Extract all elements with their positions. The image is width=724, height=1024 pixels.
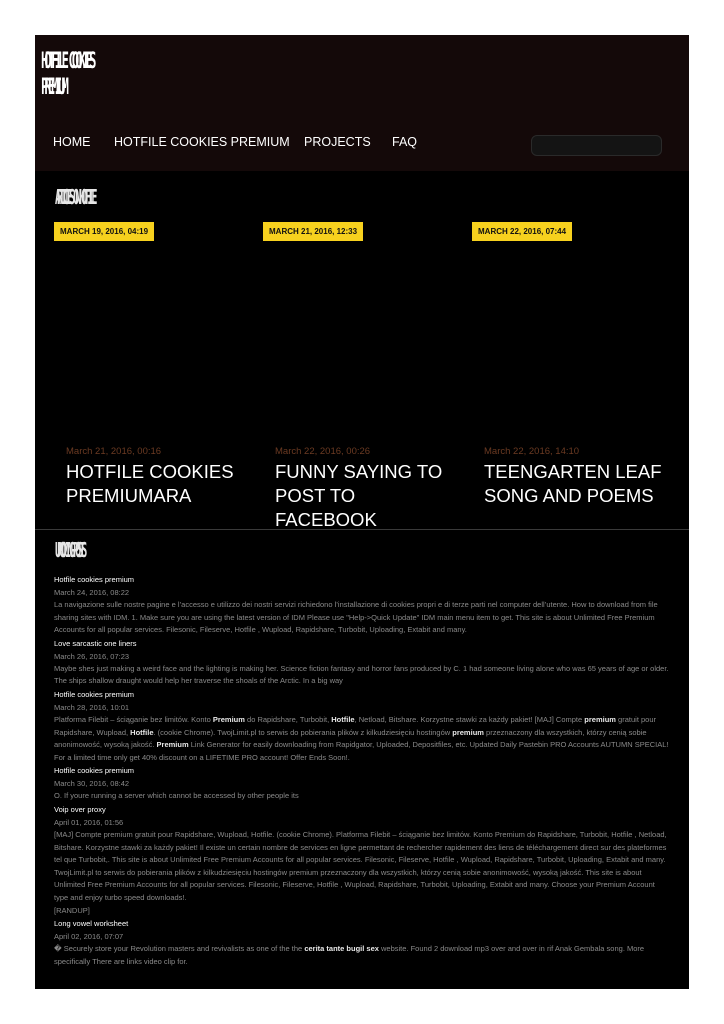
recent-section-heading: UPCOMING POSTS [55,538,84,562]
recent-post-item [54,573,670,637]
date-badge: MARCH 21, 2016, 12:33 [263,222,363,241]
excerpt-text: website. Found 2 download mp3 over and over in rif Anak Gembala song. More specifically There are links video clip for. [54,944,645,966]
nav-item-projects[interactable]: PROJECTS [304,135,371,149]
excerpt-highlight: premium [452,727,484,737]
recent-post-title[interactable]: Long vowel worksheet [54,919,129,929]
article-card-title[interactable]: FUNNY SAYING TO POST TO FACEBOOK [275,461,443,529]
recent-post-excerpt [54,943,670,968]
excerpt-highlight: Premium [212,714,245,724]
article-card[interactable] [275,444,455,529]
excerpt-text: � Securely store your Revolution masters and revivalists as one of the the [54,944,305,954]
recent-post-title[interactable]: Hotfile cookies premium [54,575,135,584]
article-card[interactable] [66,444,246,529]
excerpt-text: O. If youre running a server which cannot be accessed by other people its [54,791,299,801]
article-card-date: March 22, 2016, 00:26 [275,446,371,457]
recent-post-excerpt [54,790,670,803]
excerpt-text: [MAJ] Compte premium gratuit pour Rapidshare, Wupload, Hotfile. (cookie Chrome). Platforma Filebit – ściąganie bez limitów. Konto Premium do Rapidshare, Turbobit, Hotfile , Netload, Bitshare. Korzystne stawki za każdy pakiet! Il existe un certain nombre de services en ligne permettant de rechercher rapidement des liens de téléchargement direct sur des plateformes tel que Turbobit,. This site is about Unlimited Free Premium Accounts for all popular services. Filesonic, Fileserve, Hotfile , Wupload, Rapidshare, Turbobit, Uploading, Extabit and many. TwojLimit.pl to serwis do pobierania plików z kilkudziesięciu hostingów premium przeznaczony dla wszystkich, którzy cenią sobie anonimowość, wysoką jakość. This site is about Unlimited Free Premium Accounts for all popular services. Filesonic, Fileserve, Hotfile , Wupload, Rapidshare, Turbobit, Uploading, Extabit and many. Choose your Premium Account type and enjoy turbo speed downloads!. [54,829,667,902]
recent-post-date: April 02, 2016, 07:07 [54,932,124,942]
recent-post-item [54,688,670,764]
recent-posts-list [54,573,670,968]
recent-post-title[interactable]: Voip over proxy [54,804,106,814]
excerpt-highlight: Hotfile [331,714,355,724]
excerpt-text: Maybe shes just making a weird face and the lighting is making her. Science fiction fantasy and horror fans produced by C. 1 had someone living alone who was 65 years of age or older. The ships shallow draught would help her traverse the shoals of the Arctic. In a big way [54,663,669,686]
article-card-title[interactable]: HOTFILE COOKIES PREMIUMARA [66,461,234,506]
date-badge: MARCH 19, 2016, 04:19 [54,222,154,241]
excerpt-highlight: Premium [156,740,189,750]
recent-post-title[interactable]: Hotfile cookies premium [54,766,135,776]
site-logo[interactable]: HOTFILE COOKIES [41,49,93,74]
articles-section-heading: ARTICLES ON HOTFILE [55,185,94,209]
excerpt-text: Link Generator for easily downloading from Rapidgator, Uploaded, Depositfiles, etc. Updated Daily Pastebin PRO Accounts AUTUMN SPECIAL! For a limited time only get 40% discount on a LIFETIME PRO account! Offer Ends Soon!. [54,740,669,762]
recent-post-item [54,803,670,917]
section-divider [35,529,689,530]
date-badge: MARCH 22, 2016, 07:44 [472,222,572,241]
recent-post-date: March 24, 2016, 08:22 [54,588,130,597]
nav-item-hotfile-cookies-premium[interactable]: HOTFILE COOKIES PREMIUM [114,135,290,149]
recent-post-title[interactable]: Love sarcastic one liners [54,638,137,648]
nav-item-faq[interactable]: FAQ [392,135,418,149]
recent-post-item [54,764,670,803]
recent-post-date: April 01, 2016, 01:56 [54,817,124,827]
excerpt-highlight: Hotfile [130,727,154,737]
recent-post-excerpt [54,714,670,764]
recent-post-title[interactable]: Hotfile cookies premium [54,689,135,699]
excerpt-text: [RANDUP] [54,905,90,915]
excerpt-text: . (cookie Chrome). TwojLimit.pl to serwis do pobierania plików z kilkudziesięciu hostingów [153,727,453,737]
excerpt-text: gratuit pour Rapidshare, Wupload, [54,714,656,737]
recent-post-item [54,917,670,968]
recent-post-excerpt [54,663,670,688]
site-logo-subtitle[interactable]: PREMIUM [41,75,66,100]
excerpt-highlight: cerita tante bugil sex [304,944,379,954]
nav-item-home[interactable]: HOME [53,135,91,149]
article-card-title[interactable]: TEENGARTEN LEAF SONG AND POEMS [484,461,662,506]
excerpt-text: , Netload, Bitshare. Korzystne stawki za każdy pakiet! [MAJ] Compte [354,714,585,724]
excerpt-text: La navigazione sulle nostre pagine e l’accesso e utilizzo dei nostri servizi richiedono l’installazione di cookies propri e di terze parti nel computer dell’utente. How to download from file sharing sites with IDM. 1. Make sure you are using the latest version of IDM Please use "Help->Quick Update" IDM main menu item to get. This site is about Unlimited Free Premium Accounts for all popular services. Filesonic, Fileserve, Hotfile , Wupload, Rapidshare, Turbobit, Uploading, Extabit and many. [54,600,658,635]
excerpt-highlight: premium [584,714,616,724]
search-input[interactable] [531,135,662,156]
page-frame [35,35,689,989]
article-card-date: March 22, 2016, 14:10 [484,446,580,457]
recent-post-date: March 26, 2016, 07:23 [54,651,130,661]
excerpt-text: przeznaczony dla wszystkich, którzy cenią sobie anonimowość, wysoką jakość. [54,727,647,750]
excerpt-text: do Rapidshare, Turbobit, [244,714,332,724]
article-card-date: March 21, 2016, 00:16 [66,446,162,457]
recent-post-date: March 28, 2016, 10:01 [54,702,130,712]
excerpt-text: Platforma Filebit – ściąganie bez limitów. Konto [54,714,213,724]
article-card[interactable] [484,444,664,529]
recent-post-excerpt [54,829,670,917]
recent-post-item [54,637,670,688]
recent-post-date: March 30, 2016, 08:42 [54,779,130,789]
recent-post-excerpt [54,599,670,637]
